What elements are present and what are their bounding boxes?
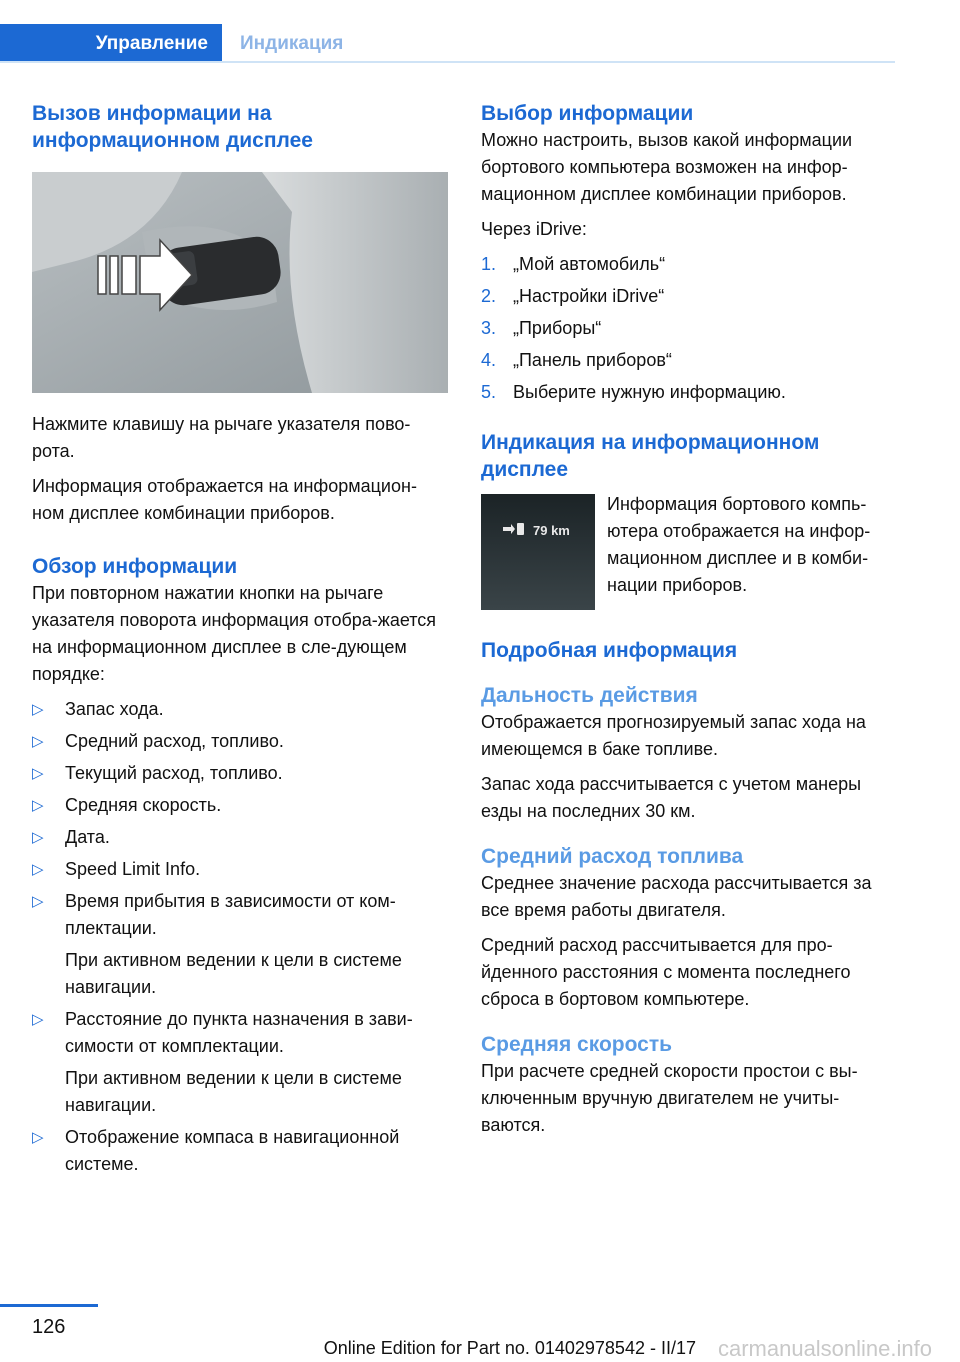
triangle-bullet-icon: ▷ bbox=[32, 797, 44, 814]
triangle-bullet-icon: ▷ bbox=[32, 861, 44, 878]
info-shown-text: Информация отображается на информацион-ном дисплее комбинации приборов. bbox=[32, 476, 417, 523]
list-item: 2. „Настройки iDrive“ bbox=[481, 286, 665, 306]
consumption-text-1: Среднее значение расхода рассчитывается за все время работы двигателя. bbox=[481, 873, 872, 920]
list-item: ▷ Отображение компаса в навигационной системе. bbox=[32, 1124, 448, 1178]
consumption-text-2: Средний расход рассчитывается для про-йденного расстояния с момента последнего сброса в бортовом компьютере. bbox=[481, 935, 851, 1009]
display-info-row bbox=[481, 491, 895, 611]
list-item: ▷ Средняя скорость. bbox=[32, 792, 448, 819]
section-title-select: Выбор информации bbox=[481, 102, 694, 125]
triangle-bullet-icon: ▷ bbox=[32, 1011, 44, 1028]
list-item: ▷ Расстояние до пункта назначения в зави-симости от комплектации. При активном ведении к цели в системе навигации. bbox=[32, 1006, 448, 1119]
tab-display[interactable]: Индикация bbox=[240, 33, 344, 54]
idrive-steps-list bbox=[481, 251, 895, 406]
subsection-avg-speed: Средняя скорость bbox=[481, 1033, 673, 1056]
list-item: ▷ Speed Limit Info. bbox=[32, 856, 448, 883]
range-display-image bbox=[481, 494, 595, 610]
triangle-bullet-icon: ▷ bbox=[32, 893, 44, 910]
tab-control[interactable]: Управление bbox=[0, 24, 222, 63]
triangle-bullet-icon: ▷ bbox=[32, 733, 44, 750]
list-item: 3. „Приборы“ bbox=[481, 318, 602, 338]
list-item: ▷ Запас хода. bbox=[32, 696, 448, 723]
header-divider bbox=[0, 61, 895, 63]
section-title-overview: Обзор информации bbox=[32, 555, 238, 578]
list-item: 5. Выберите нужную информацию. bbox=[481, 382, 786, 402]
range-text-2: Запас хода рассчитывается с учетом манеры езды на последних 30 км. bbox=[481, 774, 862, 821]
right-column bbox=[481, 100, 895, 1139]
speed-text-1: При расчете средней скорости простои с вы-ключенным вручную двигателем не учиты-ваются. bbox=[481, 1061, 858, 1135]
range-text-1: Отображается прогнозируемый запас хода на имеющемся в баке топливе. bbox=[481, 712, 866, 759]
select-text: Можно настроить, вызов какой информации бортового компьютера возможен на инфор-мационном дисплее комбинации приборов. bbox=[481, 130, 853, 204]
edition-info: Online Edition for Part no. 01402978542 - II/17 bbox=[323, 1338, 696, 1358]
triangle-bullet-icon: ▷ bbox=[32, 1129, 44, 1146]
list-item: ▷ Текущий расход, топливо. bbox=[32, 760, 448, 787]
footer-accent-line bbox=[0, 1304, 98, 1307]
via-idrive-text: Через iDrive: bbox=[481, 219, 587, 239]
section-title-call-info: Вызов информации на информационном дисплее bbox=[32, 102, 313, 152]
list-item: 1. „Мой автомобиль“ bbox=[481, 254, 666, 274]
watermark: carmanualsonline.info bbox=[717, 1336, 932, 1361]
subsection-range: Дальность действия bbox=[481, 684, 698, 707]
range-readout: 79 km bbox=[533, 523, 570, 538]
overview-text: При повторном нажатии кнопки на рычаге указателя поворота информация отобра-жается на информационном дисплее в сле-дующем порядке: bbox=[32, 583, 437, 684]
press-lever-text: Нажмите клавишу на рычаге указателя пово-рота. bbox=[32, 414, 411, 461]
display-info-text: Информация бортового компь-ютера отображается на инфор-мационном дисплее и в комби-нации приборов. bbox=[607, 494, 871, 595]
section-title-display: Индикация на информационном дисплее bbox=[481, 431, 820, 481]
list-item: ▷ Дата. bbox=[32, 824, 448, 851]
section-title-details: Подробная информация bbox=[481, 639, 738, 662]
list-item: ▷ Средний расход, топливо. bbox=[32, 728, 448, 755]
list-item: 4. „Панель приборов“ bbox=[481, 350, 672, 370]
triangle-bullet-icon: ▷ bbox=[32, 701, 44, 718]
subsection-avg-consumption: Средний расход топлива bbox=[481, 845, 744, 868]
turn-signal-lever-illustration bbox=[32, 172, 448, 393]
list-item-note: При активном ведении к цели в системе навигации. bbox=[65, 950, 402, 997]
list-item: ▷ Время прибытия в зависимости от ком-плектации. При активном ведении к цели в системе навигации. bbox=[32, 888, 448, 1001]
left-column bbox=[32, 100, 448, 1183]
list-item-note: При активном ведении к цели в системе навигации. bbox=[65, 1068, 402, 1115]
triangle-bullet-icon: ▷ bbox=[32, 829, 44, 846]
info-order-list bbox=[32, 696, 448, 1178]
triangle-bullet-icon: ▷ bbox=[32, 765, 44, 782]
page-header bbox=[0, 0, 895, 64]
page-number: 126 bbox=[32, 1316, 66, 1338]
